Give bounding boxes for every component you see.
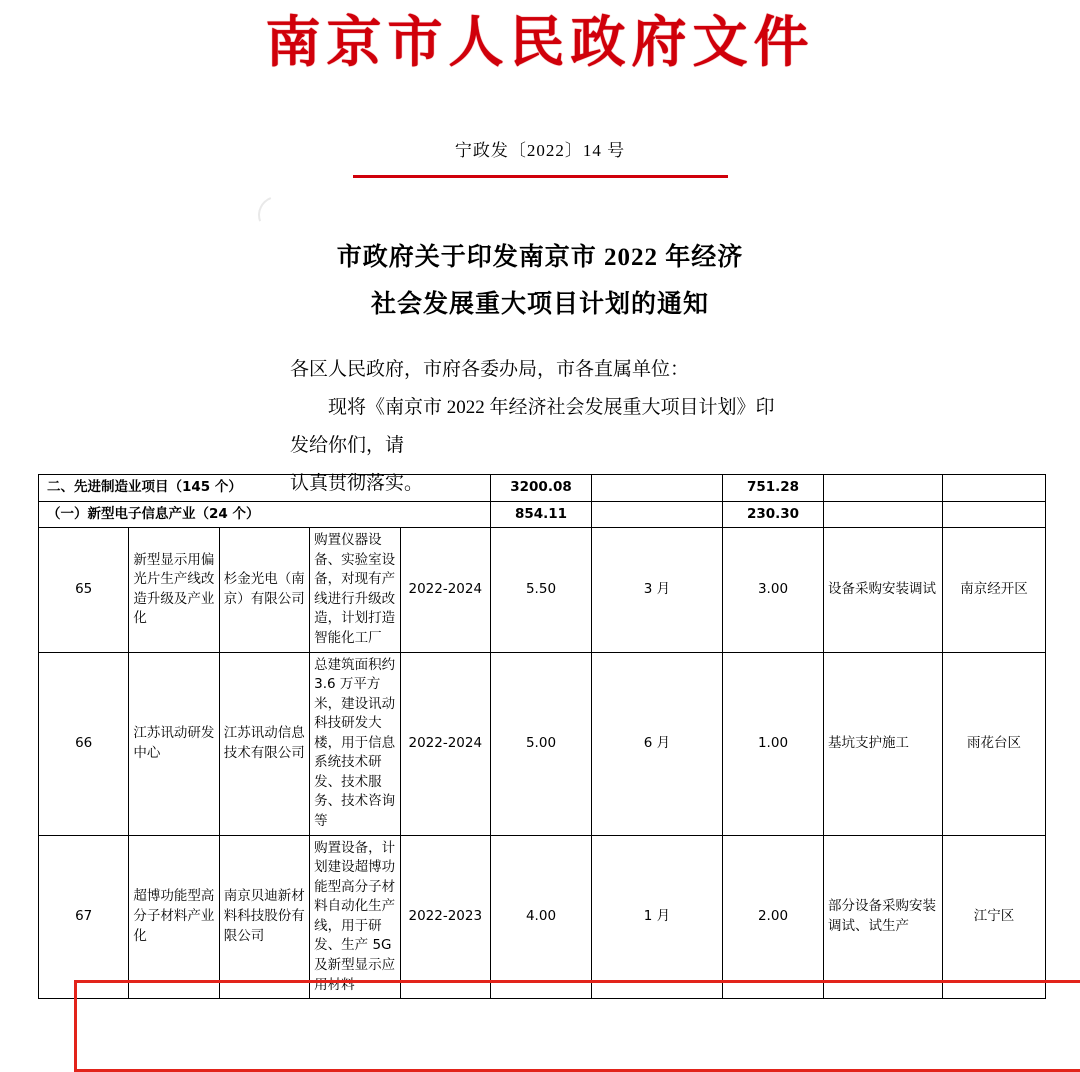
- row-invest: 2.00: [723, 835, 824, 999]
- project-plan-table: [38, 474, 1046, 999]
- section-label: 二、先进制造业项目（145 个）: [39, 475, 491, 502]
- row-unit: 南京贝迪新材料科技股份有限公司: [219, 835, 309, 999]
- row-stage: 设备采购安装调试: [824, 528, 943, 652]
- document-title-line-2: 社会发展重大项目计划的通知: [370, 291, 709, 319]
- decorative-arc: [252, 190, 302, 240]
- document-title: [0, 234, 1080, 329]
- row-stage: 部分设备采购安装调试、试生产: [824, 835, 943, 999]
- row-area: 江宁区: [943, 835, 1046, 999]
- table-section-row: [39, 501, 1046, 528]
- masthead: [0, 0, 1080, 72]
- table-row: [39, 528, 1046, 652]
- section-invest: 230.30: [723, 501, 824, 528]
- body-paragraph-1: 现将《南京市 2022 年经济社会发展重大项目计划》印发给你们，请: [290, 396, 775, 456]
- document-number: 宁政发〔2022〕14 号: [454, 140, 626, 160]
- row-area: 雨花台区: [943, 652, 1046, 835]
- row-year: 2022-2024: [400, 528, 490, 652]
- row-year: 2022-2024: [400, 652, 490, 835]
- row-year: 2022-2023: [400, 835, 490, 999]
- document-title-line-1: 市政府关于印发南京市 2022 年经济: [336, 243, 744, 271]
- section-area: [943, 501, 1046, 528]
- row-index: 65: [39, 528, 129, 652]
- section-month: [592, 475, 723, 502]
- body-salutation: 各区人民政府，市府各委办局，市各直属单位：: [290, 358, 690, 380]
- section-total: 3200.08: [491, 475, 592, 502]
- section-stage: [824, 475, 943, 502]
- row-project-name: 新型显示用偏光片生产线改造升级及产业化: [129, 528, 219, 652]
- row-month: 1 月: [592, 835, 723, 999]
- row-total: 4.00: [491, 835, 592, 999]
- row-unit: 杉金光电（南京）有限公司: [219, 528, 309, 652]
- row-month: 6 月: [592, 652, 723, 835]
- row-index: 67: [39, 835, 129, 999]
- red-divider-rule: [353, 175, 728, 178]
- row-invest: 3.00: [723, 528, 824, 652]
- masthead-title: 南京市人民政府文件: [265, 10, 815, 74]
- table-row: [39, 835, 1046, 999]
- row-description: 总建筑面积约 3.6 万平方米，建设讯动科技研发大楼，用于信息系统技术研发、技术服务、技术咨询等: [310, 652, 400, 835]
- table-section-row: [39, 475, 1046, 502]
- row-description: 购置仪器设备、实验室设备，对现有产线进行升级改造，计划打造智能化工厂: [310, 528, 400, 652]
- row-project-name: 江苏讯动研发中心: [129, 652, 219, 835]
- row-stage: 基坑支护施工: [824, 652, 943, 835]
- section-month: [592, 501, 723, 528]
- row-invest: 1.00: [723, 652, 824, 835]
- row-unit: 江苏讯动信息技术有限公司: [219, 652, 309, 835]
- row-total: 5.00: [491, 652, 592, 835]
- section-invest: 751.28: [723, 475, 824, 502]
- row-project-name: 超博功能型高分子材料产业化: [129, 835, 219, 999]
- section-label: （一）新型电子信息产业（24 个）: [39, 501, 491, 528]
- row-month: 3 月: [592, 528, 723, 652]
- section-area: [943, 475, 1046, 502]
- table-row: [39, 652, 1046, 835]
- row-area: 南京经开区: [943, 528, 1046, 652]
- section-total: 854.11: [491, 501, 592, 528]
- row-description: 购置设备，计划建设超博功能型高分子材料自动化生产线，用于研发、生产 5G 及新型显示应用材料: [310, 835, 400, 999]
- row-total: 5.50: [491, 528, 592, 652]
- project-plan-table-wrapper: [38, 474, 1046, 999]
- row-index: 66: [39, 652, 129, 835]
- body-paragraph-2: 认真贯彻落实。: [290, 472, 424, 494]
- section-stage: [824, 501, 943, 528]
